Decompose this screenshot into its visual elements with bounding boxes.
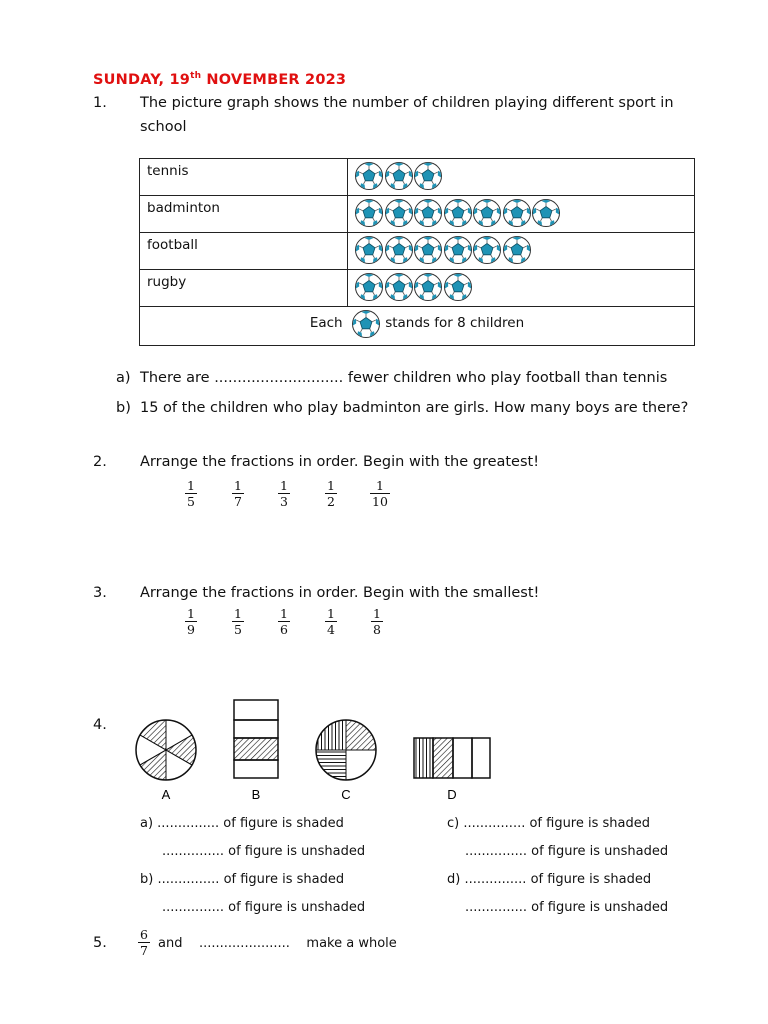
ball-cell <box>348 159 695 196</box>
denominator: 7 <box>140 943 148 958</box>
denominator: 7 <box>234 494 242 509</box>
figure-d-label: D <box>447 787 457 802</box>
denominator: 3 <box>280 494 288 509</box>
figure-d <box>414 738 490 802</box>
figure-a <box>136 720 196 802</box>
q3-fraction <box>232 606 244 637</box>
football-icon <box>502 235 532 265</box>
sport-label: tennis <box>140 159 348 196</box>
football-icon <box>384 198 414 228</box>
numerator: 1 <box>375 478 384 493</box>
figure-b-label: B <box>251 787 261 802</box>
q2-fraction <box>232 478 244 509</box>
q3-fraction <box>278 606 290 637</box>
figure-a-label: A <box>161 787 171 802</box>
q3-number: 3. <box>93 585 107 601</box>
graph-row-badminton <box>140 196 695 233</box>
graph-row-rugby <box>140 270 695 307</box>
football-icon <box>413 272 443 302</box>
q4b-unshaded: ............... of figure is unshaded <box>162 900 366 915</box>
ball-cell <box>348 233 695 270</box>
denominator: 5 <box>234 622 242 637</box>
denominator: 9 <box>187 622 195 637</box>
picture-graph <box>139 158 695 346</box>
football-icon <box>351 309 381 339</box>
football-icon <box>443 272 473 302</box>
football-icon <box>384 161 414 191</box>
sport-label: rugby <box>140 270 348 307</box>
q4d-unshaded: ............... of figure is unshaded <box>465 900 669 915</box>
denominator: 8 <box>373 622 381 637</box>
graph-key-row <box>140 307 695 346</box>
football-icon <box>531 198 561 228</box>
football-icon <box>354 272 384 302</box>
q1-number: 1. <box>93 95 107 111</box>
numerator: 1 <box>234 478 242 493</box>
numerator: 1 <box>187 478 195 493</box>
q2-text: Arrange the fractions in order. Begin with the greatest! <box>140 454 540 470</box>
q2-number: 2. <box>93 454 107 470</box>
football-icon <box>354 235 384 265</box>
numerator: 1 <box>327 478 335 493</box>
q5-number: 5. <box>93 935 107 951</box>
date-sup: th <box>190 71 202 81</box>
football-icon <box>472 198 502 228</box>
ball-cell <box>348 270 695 307</box>
figure-c <box>316 720 376 802</box>
q4b-shaded: b) ............... of figure is shaded <box>140 872 345 887</box>
sport-label: football <box>140 233 348 270</box>
q4c-shaded: c) ............... of figure is shaded <box>447 816 650 831</box>
q1-text-line2: school <box>140 119 187 135</box>
numerator: 1 <box>187 606 195 621</box>
q2-fraction <box>370 478 390 509</box>
denominator: 2 <box>327 494 335 509</box>
numerator: 1 <box>373 606 381 621</box>
football-icon <box>413 235 443 265</box>
ball-cell <box>348 196 695 233</box>
football-icon <box>502 198 532 228</box>
q1a-text: There are ............................ fewer children who play football than tennis <box>140 370 668 386</box>
denominator: 10 <box>372 494 388 509</box>
q5-text: and ...................... make a whole <box>158 936 397 951</box>
q2-fraction <box>278 478 290 509</box>
numerator: 6 <box>140 927 148 942</box>
date-prefix: SUNDAY, 19 <box>93 71 191 88</box>
denominator: 4 <box>327 622 335 637</box>
q4a-shaded: a) ............... of figure is shaded <box>140 816 344 831</box>
q3-text: Arrange the fractions in order. Begin with the smallest! <box>140 585 540 601</box>
q1b-text: 15 of the children who play badminton are girls. How many boys are there? <box>140 400 689 416</box>
graph-key <box>140 307 695 346</box>
graph-row-football <box>140 233 695 270</box>
sport-label: badminton <box>140 196 348 233</box>
q4c-unshaded: ............... of figure is unshaded <box>465 844 669 859</box>
numerator: 1 <box>234 606 242 621</box>
football-icon <box>413 198 443 228</box>
date-suffix: NOVEMBER 2023 <box>201 71 347 88</box>
football-icon <box>384 272 414 302</box>
graph-row-tennis <box>140 159 695 196</box>
numerator: 1 <box>280 606 288 621</box>
denominator: 5 <box>187 494 195 509</box>
worksheet-date <box>93 71 346 88</box>
q1a-label: a) <box>116 370 131 386</box>
numerator: 1 <box>327 606 335 621</box>
football-icon <box>354 198 384 228</box>
figure-b <box>234 700 278 802</box>
football-icon <box>354 161 384 191</box>
key-text-before: Each <box>309 315 343 331</box>
q4d-shaded: d) ............... of figure is shaded <box>447 872 652 887</box>
numerator: 1 <box>280 478 288 493</box>
fraction-figures <box>128 695 508 805</box>
q4a-unshaded: ............... of figure is unshaded <box>162 844 366 859</box>
football-icon <box>472 235 502 265</box>
q3-fraction <box>185 606 197 637</box>
q4-number: 4. <box>93 717 107 733</box>
q3-fraction <box>325 606 337 637</box>
figure-c-label: C <box>341 787 351 802</box>
q5-fraction <box>138 927 150 958</box>
football-icon <box>413 161 443 191</box>
q1-text-line1: The picture graph shows the number of children playing different sport in <box>140 95 674 111</box>
q2-fraction <box>185 478 197 509</box>
q1b-label: b) <box>116 400 131 416</box>
football-icon <box>384 235 414 265</box>
football-icon <box>443 235 473 265</box>
key-text-after: stands for 8 children <box>385 315 525 331</box>
q3-fraction <box>371 606 383 637</box>
q2-fraction <box>325 478 337 509</box>
football-icon <box>443 198 473 228</box>
denominator: 6 <box>280 622 288 637</box>
